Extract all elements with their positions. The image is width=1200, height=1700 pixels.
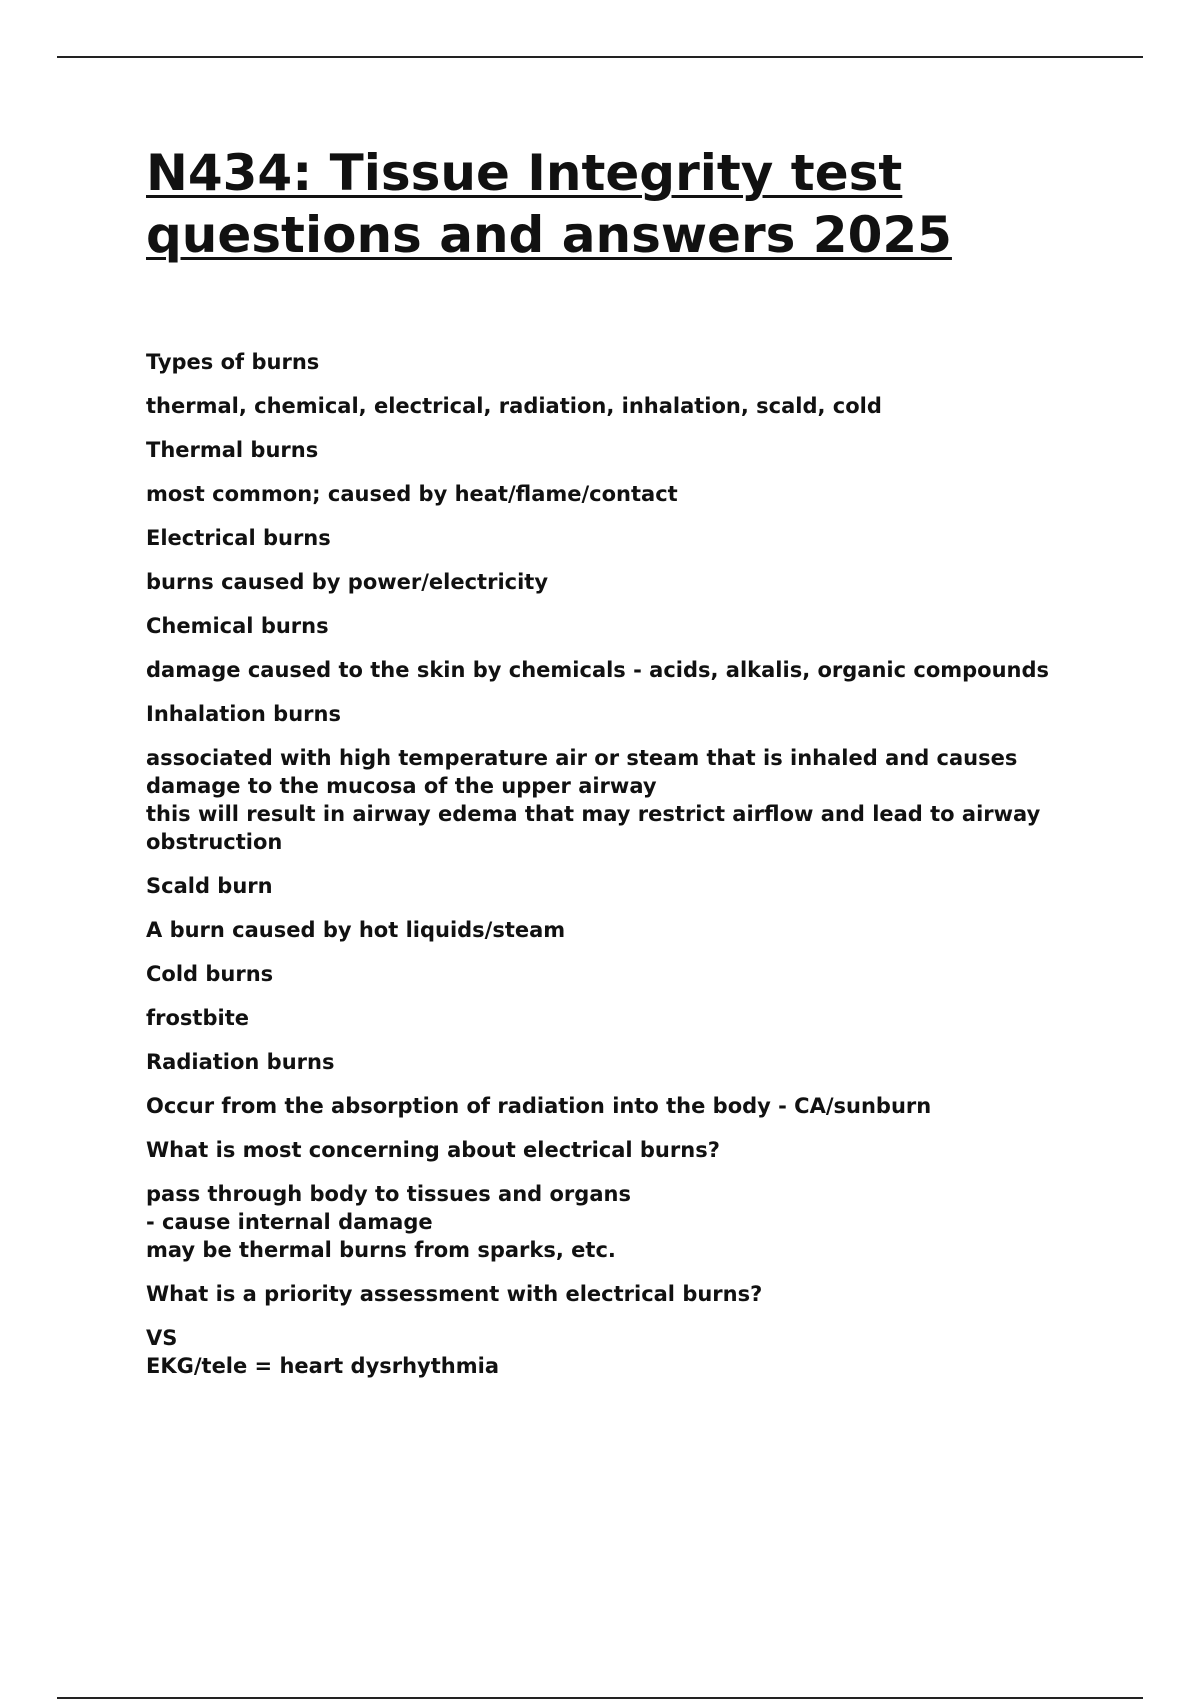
document-body — [146, 142, 1086, 1396]
qa-term: Radiation burns — [146, 1050, 335, 1074]
qa-definition: VS EKG/tele = heart dysrhythmia — [146, 1326, 499, 1378]
qa-term: What is a priority assessment with electrical burns? — [146, 1282, 763, 1306]
qa-definition: associated with high temperature air or steam that is inhaled and causes damage to the mucosa of the upper airway this will result in airway edema that may restrict airflow and lead to airway obstruction — [146, 746, 1041, 854]
qa-term: Types of burns — [146, 350, 320, 374]
bottom-rule — [57, 1697, 1143, 1699]
qa-term: Cold burns — [146, 962, 274, 986]
top-rule — [57, 56, 1143, 58]
qa-term: What is most concerning about electrical burns? — [146, 1138, 720, 1162]
qa-definition: burns caused by power/electricity — [146, 570, 549, 594]
qa-definition: most common; caused by heat/flame/contact — [146, 482, 678, 506]
qa-term: Electrical burns — [146, 526, 331, 550]
qa-term: Chemical burns — [146, 614, 329, 638]
qa-term: Inhalation burns — [146, 702, 341, 726]
qa-definition: thermal, chemical, electrical, radiation, inhalation, scald, cold — [146, 394, 882, 418]
qa-definition: pass through body to tissues and organs - cause internal damage may be thermal burns from sparks, etc. — [146, 1182, 631, 1262]
document-title: N434: Tissue Integrity test questions and answers 2025 — [146, 144, 952, 264]
qa-term: Thermal burns — [146, 438, 319, 462]
qa-definition: Occur from the absorption of radiation into the body - CA/sunburn — [146, 1094, 932, 1118]
qa-term: Scald burn — [146, 874, 273, 898]
qa-list — [146, 348, 1086, 1380]
qa-definition: A burn caused by hot liquids/steam — [146, 918, 566, 942]
qa-definition: frostbite — [146, 1006, 249, 1030]
qa-definition: damage caused to the skin by chemicals - acids, alkalis, organic compounds — [146, 658, 1050, 682]
